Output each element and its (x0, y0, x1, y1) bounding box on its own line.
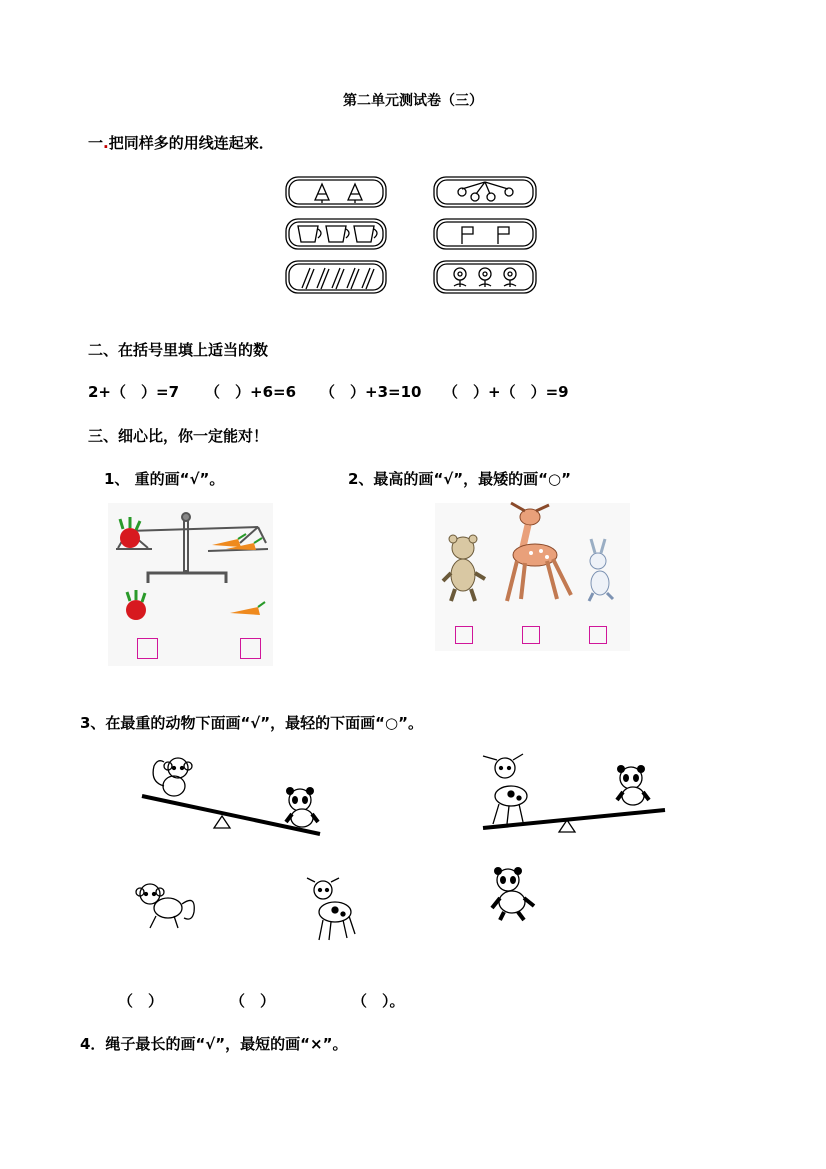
section2-heading: 二、在括号里填上适当的数 (88, 341, 269, 359)
section1-text: 把同样多的用线连起来． (108, 134, 274, 152)
section1-dot: . (103, 134, 109, 152)
monkey-icon (153, 758, 192, 796)
equation-1[interactable]: 2+（ ）=7 (88, 383, 180, 401)
panda-icon (617, 765, 649, 805)
page-title: 第二单元测试卷（三） (343, 93, 483, 109)
checkbox-rabbit[interactable] (589, 626, 607, 644)
answer-deer[interactable]: （ ） (230, 992, 276, 1010)
deer-outline-icon (483, 754, 527, 824)
equation-2[interactable]: （ ）+6=6 (205, 383, 297, 401)
frame-cherries[interactable] (434, 177, 536, 207)
deer-standalone (305, 876, 365, 944)
section1-prefix: 一 (88, 134, 104, 152)
equation-4[interactable]: （ ）+（ ）=9 (443, 383, 569, 401)
checkbox-radish[interactable] (137, 638, 158, 659)
radish-single-icon (126, 590, 146, 620)
panda-standalone (488, 866, 540, 922)
frame-two-flags[interactable] (434, 219, 536, 249)
monkey-standalone (130, 878, 205, 933)
frame-five-pencils[interactable] (286, 261, 386, 293)
panda-icon (286, 787, 318, 827)
seesaw-deer-panda (475, 752, 675, 836)
answer-panda[interactable]: （ ）。 (352, 992, 405, 1010)
q2-label: 2、最高的画“√”，最矮的画“○” (348, 470, 571, 488)
section3-heading: 三、细心比，你一定能对！ (88, 427, 269, 445)
q1-label: 1、 重的画“√”。 (104, 470, 225, 488)
checkbox-deer[interactable] (522, 626, 540, 644)
checkbox-carrot[interactable] (240, 638, 261, 659)
section1-heading (88, 132, 274, 153)
q4-label: 4．绳子最长的画“√”，最短的画“×”。 (80, 1035, 348, 1053)
matching-figure (280, 172, 545, 300)
answer-monkey[interactable]: （ ） (118, 992, 164, 1010)
frame-three-flowers[interactable] (434, 261, 536, 293)
seesaw-monkey-panda (130, 752, 330, 844)
frame-three-cups[interactable] (286, 219, 386, 249)
q3-label: 3、在最重的动物下面画“√”，最轻的下面画“○”。 (80, 714, 423, 732)
equation-3[interactable]: （ ）+3=10 (320, 383, 422, 401)
checkbox-bear[interactable] (455, 626, 473, 644)
frame-two-trees[interactable] (286, 177, 386, 207)
